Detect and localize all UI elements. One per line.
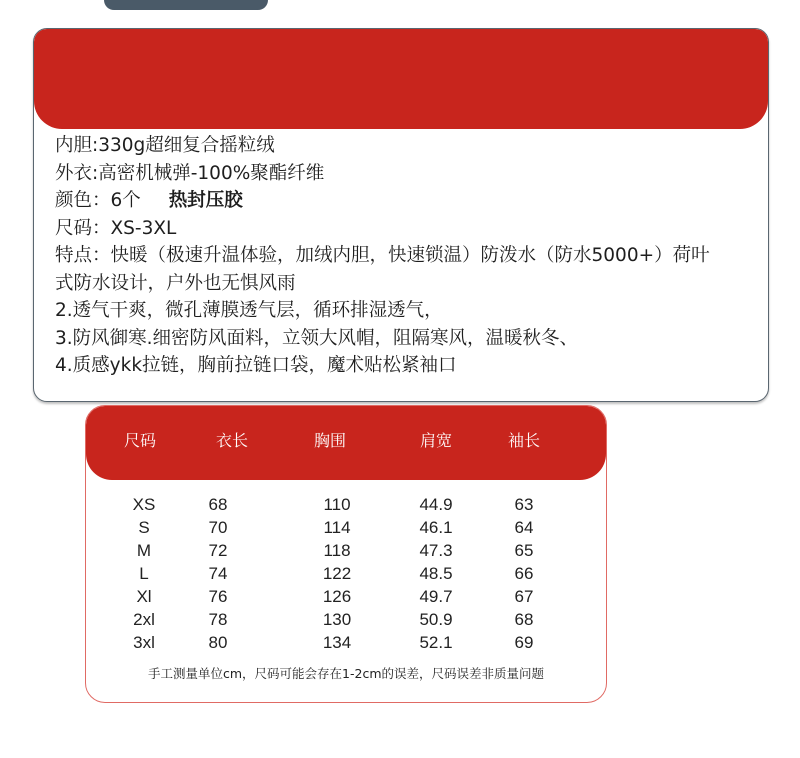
color-line (55, 187, 728, 215)
size-table (86, 495, 606, 656)
cell-size: 2xl (133, 610, 155, 629)
header-length: 衣长 (215, 431, 249, 450)
cell-sleeve: 64 (514, 518, 534, 537)
cell-size: XS (132, 495, 156, 514)
cell-shoulder: 47.3 (419, 541, 453, 560)
cell-length: 80 (208, 633, 228, 652)
feature-line-3: 3.防风御寒.细密防风面料，立领大风帽，阻隔寒风，温暖秋冬、 (55, 327, 579, 349)
cell-chest: 114 (323, 518, 351, 537)
cell-chest: 122 (322, 564, 352, 583)
feature-line-1: 特点：快暖（极速升温体验，加绒内胆，快速锁温）防泼水（防水5000+）荷叶式防水设计，户外也无惧风雨 (55, 245, 710, 294)
cell-chest: 126 (322, 587, 352, 606)
cell-sleeve: 65 (514, 541, 534, 560)
cell-length: 68 (208, 495, 228, 514)
table-row (86, 610, 606, 633)
table-row (86, 518, 606, 541)
cell-shoulder: 52.1 (419, 633, 453, 652)
cell-shoulder: 49.7 (419, 587, 453, 606)
cell-size: S (138, 518, 150, 537)
lining-line: 内胆:330g超细复合摇粒绒 (55, 135, 275, 156)
cell-sleeve: 66 (514, 564, 534, 583)
cell-length: 78 (208, 610, 228, 629)
product-info-card (33, 28, 769, 402)
header-size: 尺码 (123, 431, 157, 450)
top-tab-decoration (104, 0, 268, 10)
cell-chest: 134 (322, 633, 352, 652)
header-chest: 胸围 (313, 431, 347, 450)
cell-shoulder: 48.5 (419, 564, 453, 583)
cell-sleeve: 67 (514, 587, 534, 606)
table-row (86, 587, 606, 610)
cell-length: 76 (208, 587, 228, 606)
color-count: 颜色：6个 (55, 190, 141, 211)
cell-length: 74 (208, 564, 228, 583)
cell-sleeve: 69 (514, 633, 534, 652)
table-row (86, 564, 606, 587)
size-chart-header (86, 406, 606, 480)
size-range-line: 尺码：XS-3XL (55, 217, 177, 239)
cell-chest: 110 (323, 495, 351, 514)
cell-size: M (136, 541, 152, 560)
feature-line-2: 2.透气干爽，微孔薄膜透气层，循环排湿透气， (55, 300, 443, 321)
cell-sleeve: 68 (514, 610, 534, 629)
cell-shoulder: 50.9 (419, 610, 453, 629)
cell-length: 70 (208, 518, 228, 537)
header-sleeve: 袖长 (507, 431, 541, 450)
cell-size: 3xl (133, 633, 155, 652)
cell-shoulder: 44.9 (419, 495, 453, 514)
cell-chest: 118 (323, 541, 351, 560)
cell-shoulder: 46.1 (419, 518, 453, 537)
measurement-note: 手工测量单位cm，尺码可能会存在1-2cm的误差，尺码误差非质量问题 (147, 666, 544, 681)
cell-size: L (139, 564, 149, 583)
cell-chest: 130 (322, 610, 352, 629)
header-shoulder: 肩宽 (419, 431, 453, 450)
product-info-text (55, 132, 728, 380)
table-row (86, 495, 606, 518)
table-row (86, 633, 606, 656)
shell-line: 外衣:高密机械弹-100%聚酯纤维 (55, 162, 325, 184)
cell-sleeve: 63 (514, 495, 534, 514)
table-row (86, 541, 606, 564)
size-chart-card (85, 405, 607, 703)
feature-line-4: 4.质感ykk拉链，胸前拉链口袋，魔术贴松紧袖口 (55, 355, 457, 376)
info-card-header-band (34, 29, 768, 129)
cell-length: 72 (208, 541, 228, 560)
cell-size: Xl (136, 587, 152, 606)
heat-seal-tag: 热封压胶 (168, 190, 243, 211)
